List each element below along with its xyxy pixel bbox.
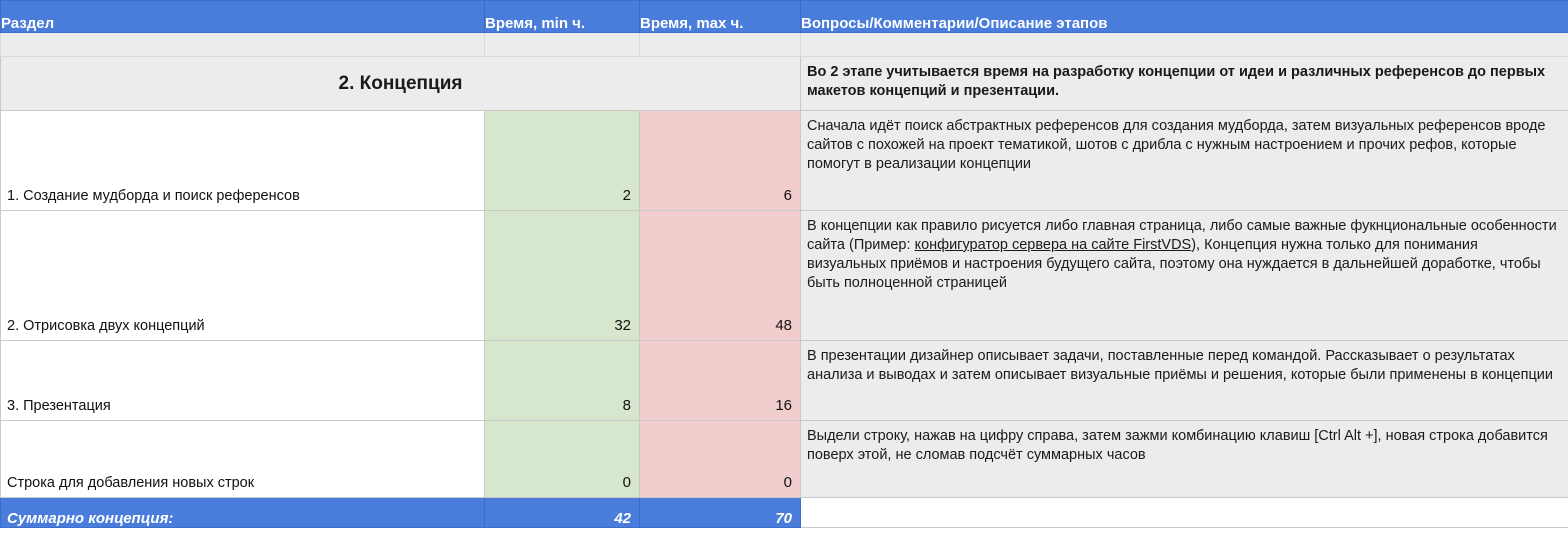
row-time-min[interactable]: 32 [485, 211, 640, 341]
row-time-min[interactable]: 0 [485, 421, 640, 498]
row-description: Выдели строку, нажав на цифру справа, затем зажми комбинацию клавиш [Ctrl Alt +], новая строка добавится поверх этой, не сломав подсчёт суммарных часов [801, 421, 1568, 498]
total-min: 42 [485, 498, 640, 528]
table-row[interactable] [1, 111, 1568, 211]
table-row[interactable] [1, 211, 1568, 341]
row-description [801, 211, 1568, 341]
stage-description: Во 2 этапе учитывается время на разработку концепции от идеи и различных референсов до первых макетов концепций и презентации. [801, 57, 1568, 111]
row-time-max[interactable]: 0 [640, 421, 801, 498]
spacer-row [1, 33, 1568, 57]
spacer-cell-max [640, 33, 801, 57]
spacer-cell-desc [801, 33, 1568, 57]
row-label: 3. Презентация [1, 341, 485, 421]
header-section: Раздел [1, 1, 485, 33]
firstvds-link[interactable]: конфигуратор сервера на сайте FirstVDS [914, 236, 1192, 253]
row-time-min[interactable]: 2 [485, 111, 640, 211]
row-description: Сначала идёт поиск абстрактных референсов для создания мудборда, затем визуальных референсов вроде сайтов с похожей на проект тематикой, шотов с дрибла с нужным настроением и прочих рефов, которые помогут в реализации концепции [801, 111, 1568, 211]
row-time-min[interactable]: 8 [485, 341, 640, 421]
spacer-cell-section [1, 33, 485, 57]
table-row[interactable] [1, 341, 1568, 421]
total-label: Суммарно концепция: [1, 498, 485, 528]
total-max: 70 [640, 498, 801, 528]
header-description: Вопросы/Комментарии/Описание этапов [801, 1, 1568, 33]
spacer-cell-min [485, 33, 640, 57]
total-row [1, 498, 1568, 528]
row-description: В презентации дизайнер описывает задачи, поставленные перед командой. Рассказывает о результатах анализа и выводах и затем описывает визуальные приёмы и решения, которые были применены в концепции [801, 341, 1568, 421]
total-blank-cell [801, 498, 1568, 528]
row-time-max[interactable]: 6 [640, 111, 801, 211]
header-time-max: Время, max ч. [640, 1, 801, 33]
stage-row [1, 57, 1568, 111]
row-label: 2. Отрисовка двух концепций [1, 211, 485, 341]
row-label: 1. Создание мудборда и поиск референсов [1, 111, 485, 211]
row-time-max[interactable]: 16 [640, 341, 801, 421]
desc-text-before: В концепции как правило рисуется либо главная страница, либо самые важные фукнциональные особенности сайта (Пример: [807, 218, 1557, 253]
row-time-max[interactable]: 48 [640, 211, 801, 341]
desc-text-after: ), Концепция нужна только для понимания визуальных приёмов и настроения будущего сайта, поэтому она нуждается в дальнейшей доработке, чтобы быть полноценной страницей [807, 236, 1541, 291]
table-row[interactable] [1, 421, 1568, 498]
header-time-min: Время, min ч. [485, 1, 640, 33]
table-header-row [1, 1, 1568, 33]
stage-title: 2. Концепция [1, 57, 801, 111]
row-label: Строка для добавления новых строк [1, 421, 485, 498]
